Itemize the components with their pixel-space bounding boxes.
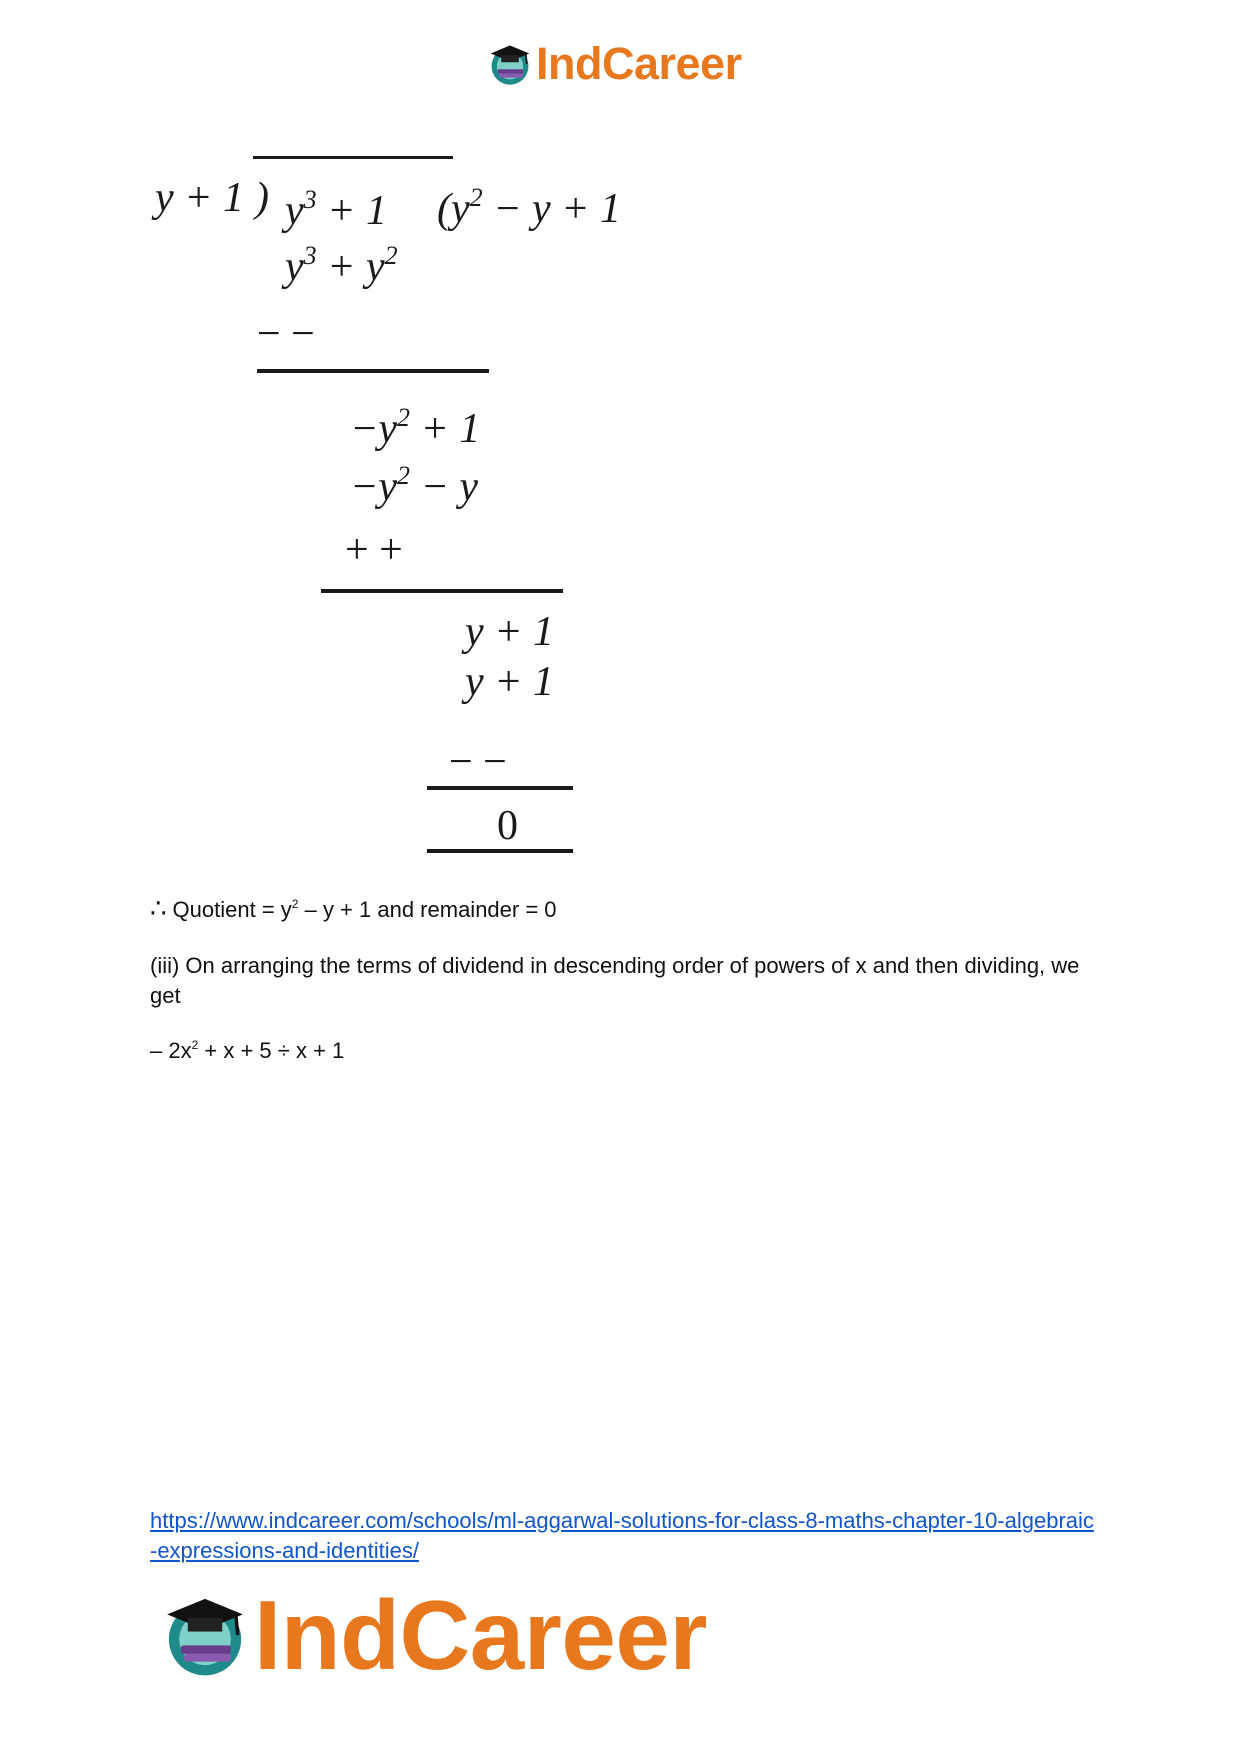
graduation-cap-books-icon: [162, 1592, 248, 1678]
therefore-symbol: ∴: [150, 893, 167, 923]
step-1-subtrahend: $y^3 + y^2$: [285, 241, 398, 290]
final-remainder: 0: [497, 803, 518, 849]
step-3-rule: [427, 786, 573, 790]
step-1-signs: − −: [257, 311, 315, 357]
step-3-subtrahend: y + 1: [465, 659, 554, 705]
step-1-rule: [257, 369, 489, 373]
quotient: ($y^2 - y + 1$: [437, 183, 621, 232]
dividend: $y^3 + 1$: [285, 185, 387, 234]
division-bracket: ): [255, 175, 269, 221]
step-2-subtrahend: $-y^2 - y$: [350, 461, 478, 510]
quotient-result: ∴ Quotient = $y^2 - y + 1$ and remainder = 0: [150, 893, 557, 923]
remainder-1: $-y^2 + 1$: [350, 403, 481, 452]
division-overline: [253, 156, 453, 159]
footer-logo: [162, 1580, 708, 1690]
remainder-2: y + 1: [465, 609, 554, 655]
step-3-signs: − −: [449, 739, 507, 785]
graduation-cap-books-icon: [488, 42, 532, 86]
footer-brand-text: IndCareer: [254, 1580, 708, 1690]
header-logo: [488, 40, 742, 88]
step-2-signs: + +: [345, 527, 403, 573]
expression-line: – $2x^2 + x + 5 \div x + 1$: [150, 1038, 345, 1063]
part-iii-statement: (iii) On arranging the terms of dividend in descending order of powers of x and then dividing, we get: [150, 953, 1080, 1008]
source-link[interactable]: https://www.indcareer.com/schools/ml-aggarwal-solutions-for-class-8-maths-chapter-10-algebraic-expressions-and-identities/: [150, 1508, 1094, 1563]
divisor: y + 1: [155, 175, 244, 221]
final-rule: [427, 849, 573, 853]
long-division: [145, 140, 665, 860]
step-2-rule: [321, 589, 563, 593]
header-brand-text: IndCareer: [536, 38, 742, 89]
